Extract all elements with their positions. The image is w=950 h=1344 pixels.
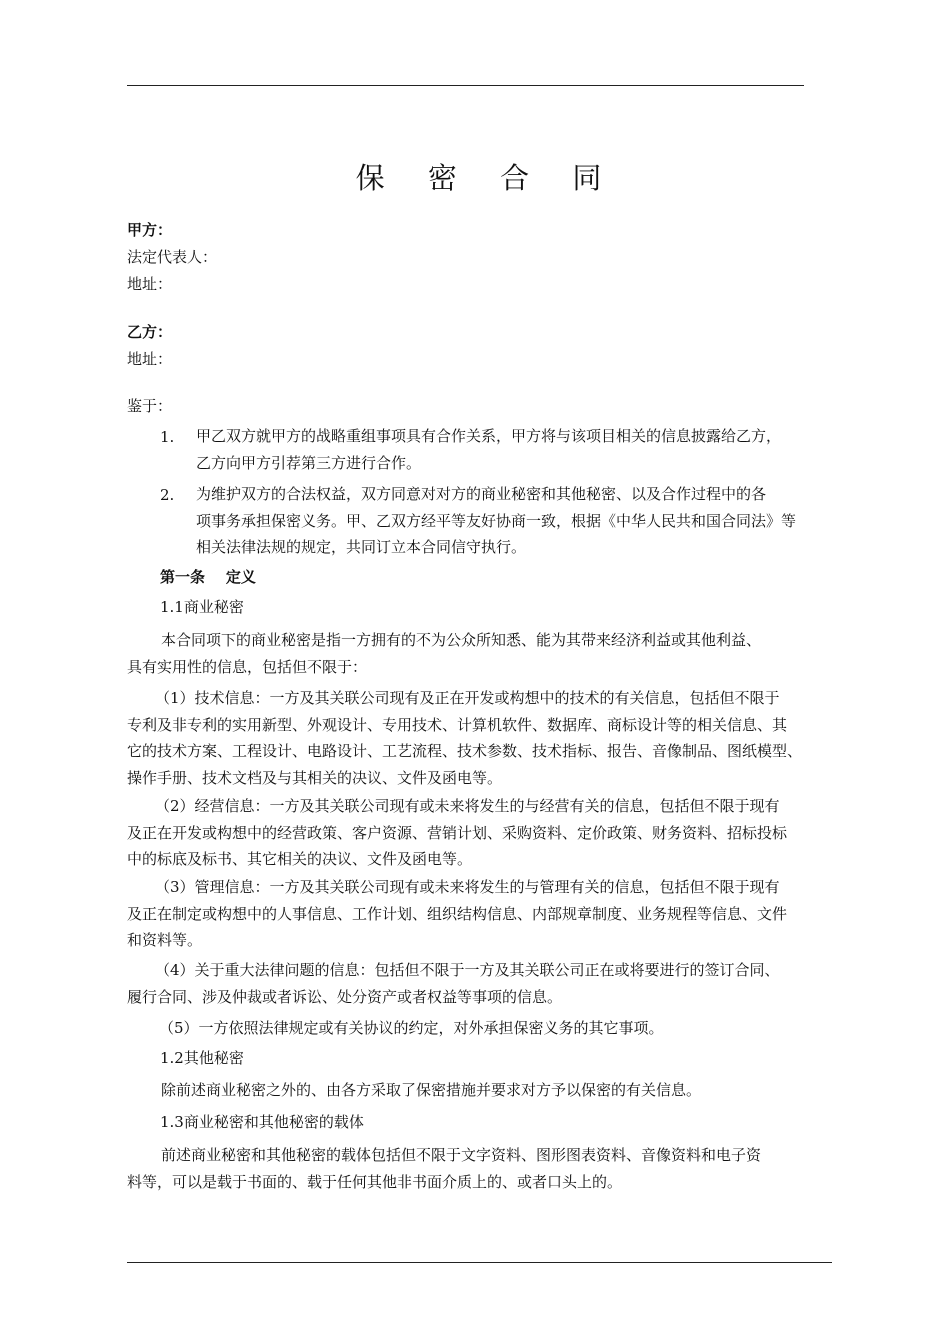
text-line: 履行合同、涉及仲裁或者诉讼、处分资产或者权益等事项的信息。	[127, 987, 563, 1006]
whereas-item-number: 1.	[160, 428, 175, 446]
paragraph	[127, 874, 787, 954]
paragraph: 除前述商业秘密之外的、由各方采取了保密措施并要求对方予以保密的有关信息。	[161, 1081, 702, 1099]
paragraph	[127, 957, 780, 1010]
party-b-address-label: 地址：	[127, 350, 173, 368]
text-line: 及正在制定或构想中的人事信息、工作计划、组织结构信息、内部规章制度、业务规程等信息、文件	[127, 904, 788, 923]
text-line: （3）管理信息：一方及其关联公司现有或未来将发生的与管理有关的信息，包括但不限于现有	[155, 878, 780, 896]
text-line: （2）经营信息：一方及其关联公司现有或未来将发生的与经营有关的信息，包括但不限于现有	[155, 797, 780, 815]
whereas-item-text	[196, 481, 796, 561]
text-line: 本合同项下的商业秘密是指一方拥有的不为公众所知悉、能为其带来经济利益或其他利益、	[161, 631, 762, 649]
party-a-address-label: 地址：	[127, 275, 173, 293]
header-rule	[127, 85, 804, 86]
paragraph	[127, 1142, 761, 1195]
section-heading: 1.1商业秘密	[160, 598, 244, 616]
paragraph	[127, 793, 787, 873]
text-line: 和资料等。	[127, 931, 203, 949]
paragraph	[127, 685, 802, 791]
text-line: 专利及非专利的实用新型、外观设计、专用技术、计算机软件、数据库、商标设计等的相关信息、其	[127, 715, 788, 734]
text-line: 前述商业秘密和其他秘密的载体包括但不限于文字资料、图形图表资料、音像资料和电子资	[161, 1146, 762, 1164]
text-line: （5）一方依照法律规定或有关协议的约定，对外承担保密义务的其它事项。	[159, 1019, 664, 1037]
text-line: 项事务承担保密义务。甲、乙双方经平等友好协商一致，根据《中华人民共和国合同法》等	[196, 511, 797, 530]
paragraph	[127, 627, 761, 680]
party-b-label: 乙方：	[127, 323, 173, 341]
text-line: 乙方向甲方引荐第三方进行合作。	[196, 453, 422, 472]
whereas-label: 鉴于：	[127, 397, 173, 415]
party-a-label: 甲方：	[127, 221, 173, 239]
section-heading: 1.2其他秘密	[160, 1049, 244, 1067]
text-line: （4）关于重大法律问题的信息：包括但不限于一方及其关联公司正在或将要进行的签订合同、	[155, 961, 780, 979]
text-line: （1）技术信息：一方及其关联公司现有及正在开发或构想中的技术的有关信息，包括但不限于	[155, 689, 780, 707]
article-heading: 第一条 定义	[160, 568, 256, 586]
text-line: 及正在开发或构想中的经营政策、客户资源、营销计划、采购资料、定价政策、财务资料、招标投标	[127, 823, 788, 842]
text-line: 它的技术方案、工程设计、电路设计、工艺流程、技术参数、技术指标、报告、音像制品、图纸模型、	[127, 742, 803, 760]
party-a-rep-label: 法定代表人：	[127, 248, 218, 266]
text-line: 相关法律法规的规定，共同订立本合同信守执行。	[196, 538, 527, 556]
paragraph	[127, 1015, 664, 1042]
whereas-item-text	[196, 423, 781, 476]
whereas-item-number: 2.	[160, 486, 175, 504]
text-line: 中的标底及标书、其它相关的决议、文件及函电等。	[127, 850, 473, 868]
text-line: 料等，可以是载于书面的、载于任何其他非书面介质上的、或者口头上的。	[127, 1172, 623, 1191]
text-line: 甲乙双方就甲方的战略重组事项具有合作关系，甲方将与该项目相关的信息披露给乙方，	[196, 427, 782, 445]
text-line: 为维护双方的合法权益，双方同意对对方的商业秘密和其他秘密、以及合作过程中的各	[196, 485, 767, 503]
section-heading: 1.3商业秘密和其他秘密的载体	[160, 1113, 364, 1131]
text-line: 操作手册、技术文档及与其相关的决议、文件及函电等。	[127, 768, 503, 787]
document-title: 保 密 合 同	[355, 161, 619, 195]
footer-rule	[127, 1262, 832, 1263]
text-line: 具有实用性的信息，包括但不限于：	[127, 657, 368, 676]
